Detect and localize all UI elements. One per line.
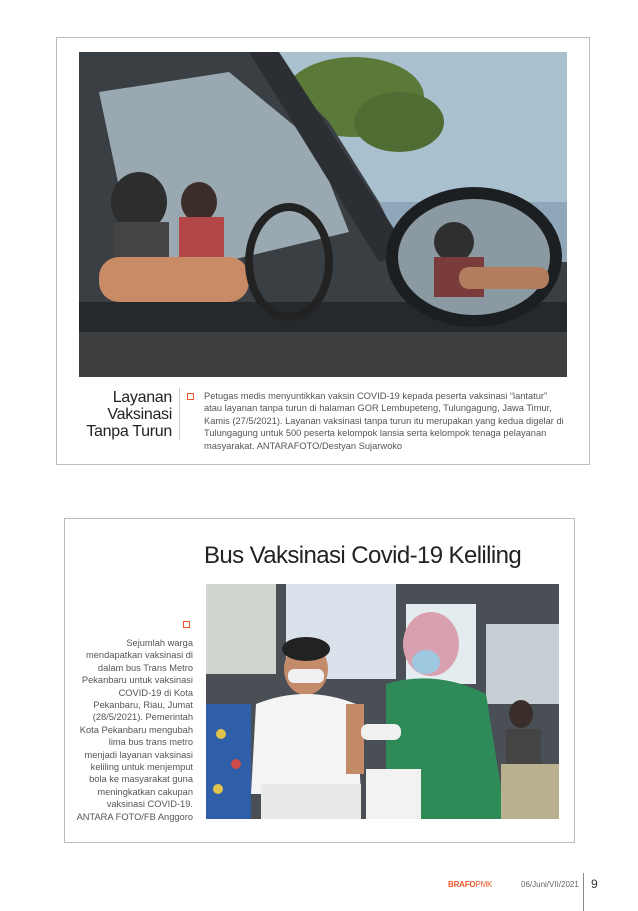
caption-square-icon bbox=[187, 393, 194, 400]
footer-divider bbox=[583, 873, 584, 911]
footer-brand bbox=[448, 880, 492, 889]
article-title: Bus Vaksinasi Covid-19 Keliling bbox=[204, 542, 522, 569]
page-number: 9 bbox=[591, 877, 598, 891]
caption-text: Petugas medis menyuntikkan vaksin COVID-19 kepada peserta vaksinasi “lantatur” atau layanan tanpa turun di halaman GOR Lembupeteng, Tulungagung, Jawa Timur, Kamis (27/5/2021). Layanan vaksinasi tanpa turun itu merupakan yang kedua digelar di Tulungagung untuk 500 peserta kelompok lansia serta kelompok tenaga pelayanan masyarakat. ANTARAFOTO/Destyan Sujarwoko bbox=[204, 391, 564, 451]
photo-drive-thru-vaccination bbox=[79, 52, 567, 377]
footer-brand-bold: BRAFO bbox=[448, 880, 476, 889]
caption-divider bbox=[179, 388, 180, 440]
photo-drive-thru-illustration bbox=[79, 52, 567, 377]
caption-text: Sejumlah warga mendapatkan vaksinasi di dalam bus Trans Metro Pekanbaru untuk vaksinasi COVID-19 di Kota Pekanbaru, Riau, Jumat (28/5/2021). Pemerintah Kota Pekanbaru mengubah lima bus trans metro menjadi layanan vaksinasi keliling untuk menjemput bola ke masyarakat guna meningkatkan cakupan vaksinasi COVID-19. ANTARA FOTO/FB Anggoro bbox=[76, 638, 193, 822]
photo-bus-illustration bbox=[206, 584, 559, 819]
caption-square-icon bbox=[183, 621, 190, 628]
caption-title: Layanan Vaksinasi Tanpa Turun bbox=[86, 389, 172, 440]
photo-bus-vaccination bbox=[206, 584, 559, 819]
footer-date: 06/Juni/VII/2021 bbox=[521, 880, 579, 889]
footer-brand-rest: PMK bbox=[475, 880, 493, 889]
